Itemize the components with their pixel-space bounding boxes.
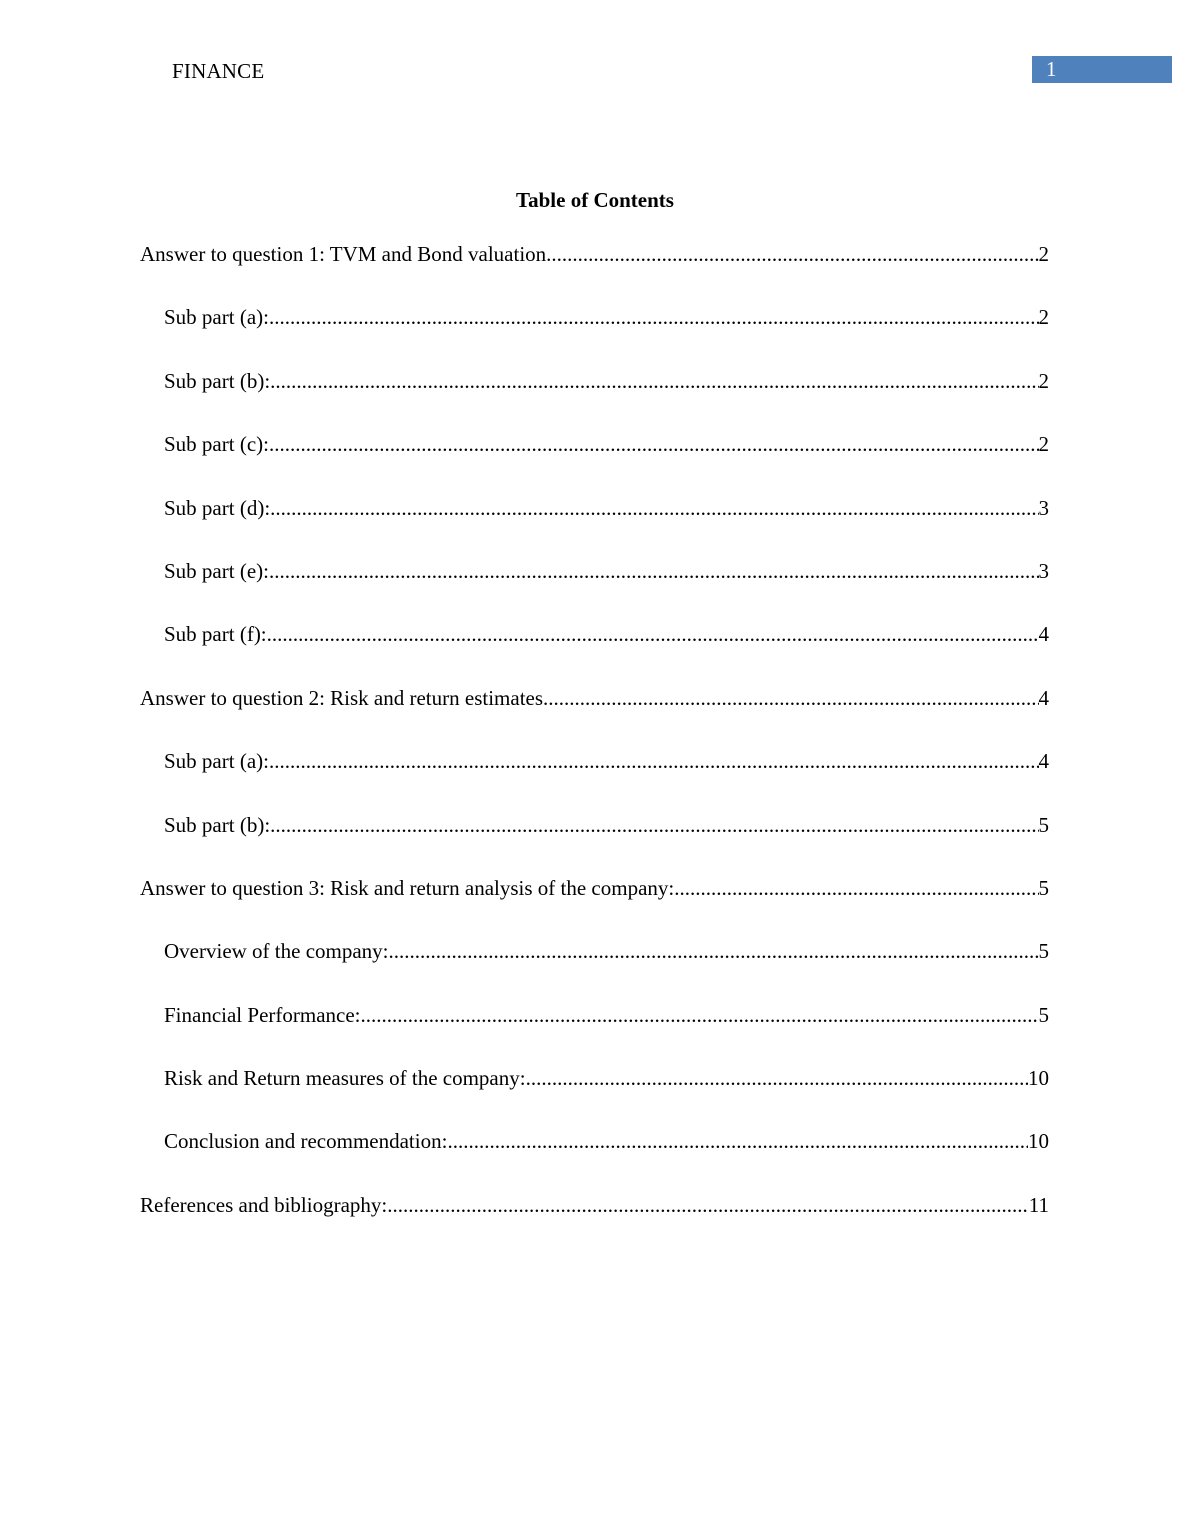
page-number-badge: 1 [1032, 56, 1172, 83]
toc-entry-q2-b[interactable] [140, 811, 1049, 874]
toc-entry-page: 3 [1038, 558, 1049, 583]
toc-entry-page: 2 [1038, 242, 1049, 266]
toc-entry-q3-overview[interactable] [140, 937, 1049, 1000]
toc-entry-label: Answer to question 1: TVM and Bond valuation [140, 242, 547, 266]
toc-entry-q1-f[interactable] [140, 620, 1049, 683]
toc-entry-q3-financial-performance[interactable] [140, 1001, 1049, 1064]
toc-entry-page: 5 [1038, 812, 1049, 837]
toc-dot-leader [389, 937, 1039, 965]
toc-heading: Table of Contents [516, 188, 674, 212]
toc-entry-q2[interactable] [140, 684, 1049, 747]
toc-dot-leader [674, 874, 1038, 902]
toc-entry-page: 10 [1028, 1066, 1049, 1091]
toc-entry-label: Conclusion and recommendation: [164, 1129, 448, 1154]
toc-dot-leader [270, 494, 1038, 522]
toc-entry-page: 10 [1028, 1129, 1049, 1154]
toc-dot-leader [270, 811, 1038, 839]
toc-entry-page: 2 [1038, 368, 1049, 393]
toc-entry-q1-e[interactable] [140, 557, 1049, 620]
toc-entry-label: Answer to question 2: Risk and return estimates [140, 685, 544, 710]
toc-entry-q3-conclusion[interactable] [140, 1127, 1049, 1190]
toc-entry-page: 4 [1038, 749, 1049, 774]
toc-dot-leader [543, 684, 1038, 712]
toc-entry-page: 3 [1038, 495, 1049, 520]
toc-dot-leader [387, 1191, 1029, 1219]
toc-entry-label: Sub part (d): [164, 495, 271, 520]
toc-entry-page: 5 [1038, 939, 1049, 964]
toc-entry-label: Sub part (b): [164, 812, 271, 837]
table-of-contents [140, 240, 1049, 1254]
toc-entry-q1-d[interactable] [140, 494, 1049, 557]
toc-entry-label: Sub part (c): [164, 432, 269, 457]
toc-entry-page: 11 [1028, 1192, 1049, 1217]
toc-entry-q1[interactable] [140, 240, 1049, 303]
toc-entry-label: Answer to question 3: Risk and return analysis of the company: [140, 875, 675, 900]
toc-dot-leader [447, 1127, 1028, 1155]
toc-entry-label: Sub part (a): [164, 749, 269, 774]
toc-dot-leader [269, 430, 1039, 458]
toc-entry-page: 4 [1038, 685, 1049, 710]
toc-dot-leader [270, 367, 1038, 395]
toc-entry-label: Sub part (a): [164, 305, 269, 330]
toc-entry-page: 2 [1038, 305, 1049, 330]
toc-dot-leader [546, 240, 1038, 268]
toc-entry-q3-risk-return[interactable] [140, 1064, 1049, 1127]
toc-entry-q1-b[interactable] [140, 367, 1049, 430]
toc-dot-leader [361, 1001, 1039, 1029]
toc-dot-leader [267, 620, 1039, 648]
toc-entry-label: Overview of the company: [164, 939, 389, 964]
toc-dot-leader [269, 557, 1039, 585]
toc-entry-q1-a[interactable] [140, 303, 1049, 366]
toc-entry-label: Financial Performance: [164, 1002, 361, 1027]
toc-entry-page: 2 [1038, 432, 1049, 457]
toc-entry-q2-a[interactable] [140, 747, 1049, 810]
toc-entry-label: Sub part (e): [164, 558, 269, 583]
toc-dot-leader [526, 1064, 1028, 1092]
toc-dot-leader [269, 303, 1039, 331]
toc-entry-page: 5 [1038, 1002, 1049, 1027]
toc-entry-label: Sub part (f): [164, 622, 267, 647]
running-header-title: FINANCE [172, 59, 265, 83]
toc-entry-label: Risk and Return measures of the company: [164, 1066, 526, 1091]
toc-entry-page: 5 [1038, 875, 1049, 900]
toc-entry-page: 4 [1038, 622, 1049, 647]
toc-entry-q1-c[interactable] [140, 430, 1049, 493]
toc-entry-references[interactable] [140, 1191, 1049, 1254]
toc-dot-leader [269, 747, 1039, 775]
toc-entry-label: References and bibliography: [140, 1192, 388, 1217]
toc-entry-label: Sub part (b): [164, 368, 271, 393]
toc-entry-q3[interactable] [140, 874, 1049, 937]
